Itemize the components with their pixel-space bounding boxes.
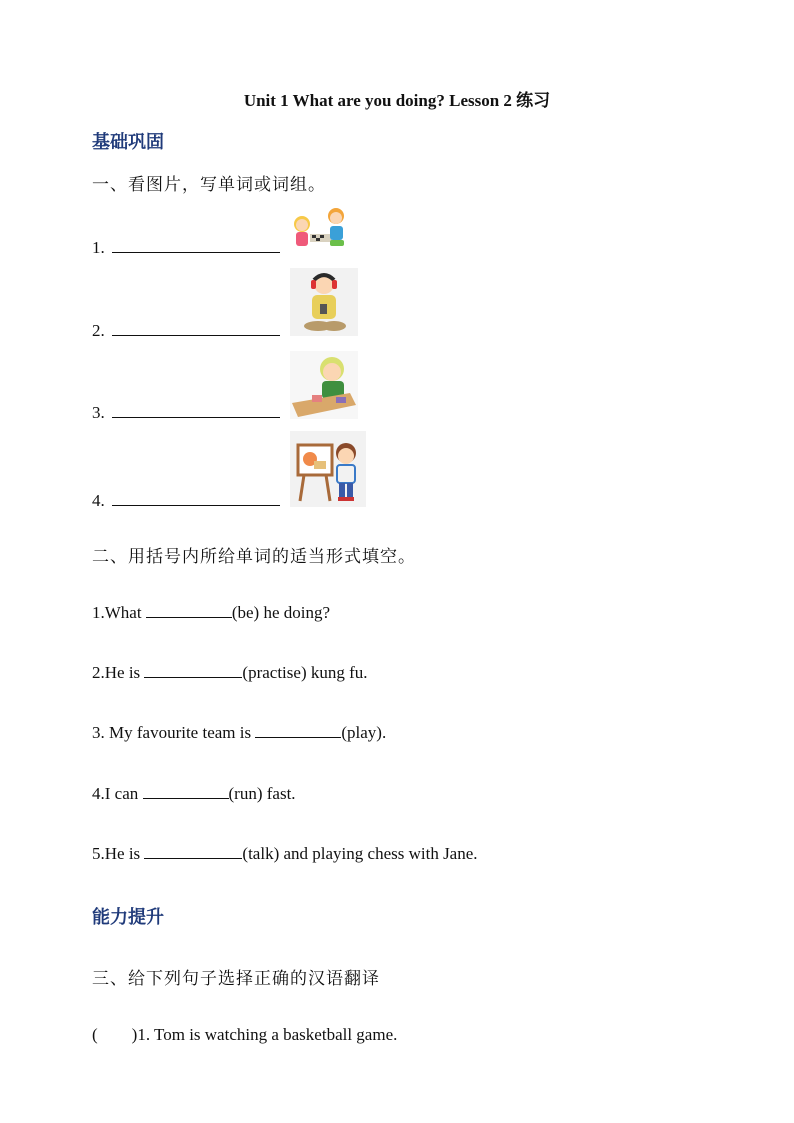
answer-parentheses[interactable]: ( ) (92, 1025, 138, 1044)
boy-listening-music-image (290, 268, 358, 336)
question-text-pre: 4.I can (92, 784, 143, 803)
part3-heading: 三、给下列句子选择正确的汉语翻译 (92, 969, 380, 989)
fill-blank[interactable] (255, 723, 341, 738)
question-text-pre: 1.What (92, 603, 146, 622)
question-text-post: (practise) kung fu. (242, 663, 368, 682)
boy-painting-image (290, 431, 366, 507)
answer-blank[interactable] (112, 491, 280, 506)
part2-question-4 (92, 784, 296, 804)
part1-item-1 (92, 238, 280, 258)
question-text-pre: 2.He is (92, 663, 145, 682)
part2-question-3 (92, 723, 386, 743)
item-number: 4. (92, 491, 105, 510)
item-number: 1. (92, 238, 105, 257)
question-text-post: (play). (341, 723, 387, 742)
part3-question-1 (92, 1025, 397, 1045)
question-text: 1. Tom is watching a basketball game. (137, 1025, 398, 1044)
item-number: 2. (92, 321, 105, 340)
fill-blank[interactable] (144, 663, 242, 678)
section-heading-basic: 基础巩固 (92, 132, 164, 153)
fill-blank[interactable] (143, 784, 229, 799)
part1-item-4 (92, 491, 280, 511)
part2-question-1 (92, 603, 330, 623)
question-text-post: (be) he doing? (231, 603, 331, 622)
question-text-post: (run) fast. (228, 784, 296, 803)
question-text-post: (talk) and playing chess with Jane. (242, 844, 478, 863)
page-title: Unit 1 What are you doing? Lesson 2 练习 (243, 91, 551, 110)
boy-at-table-image (290, 351, 358, 419)
kids-playing-chess-image (290, 204, 350, 254)
fill-blank[interactable] (146, 603, 232, 618)
part1-item-3 (92, 403, 280, 423)
section-heading-advance: 能力提升 (92, 907, 164, 928)
part2-question-5 (92, 844, 478, 864)
answer-blank[interactable] (112, 238, 280, 253)
question-text-pre: 3. My favourite team is (92, 723, 256, 742)
question-text-pre: 5.He is (92, 844, 145, 863)
part1-heading: 一、看图片，写单词或词组。 (92, 175, 326, 195)
part2-heading: 二、用括号内所给单词的适当形式填空。 (92, 547, 416, 567)
part1-item-2 (92, 321, 280, 341)
answer-blank[interactable] (112, 403, 280, 418)
part2-question-2 (92, 663, 368, 683)
item-number: 3. (92, 403, 105, 422)
fill-blank[interactable] (144, 844, 242, 859)
answer-blank[interactable] (112, 321, 280, 336)
